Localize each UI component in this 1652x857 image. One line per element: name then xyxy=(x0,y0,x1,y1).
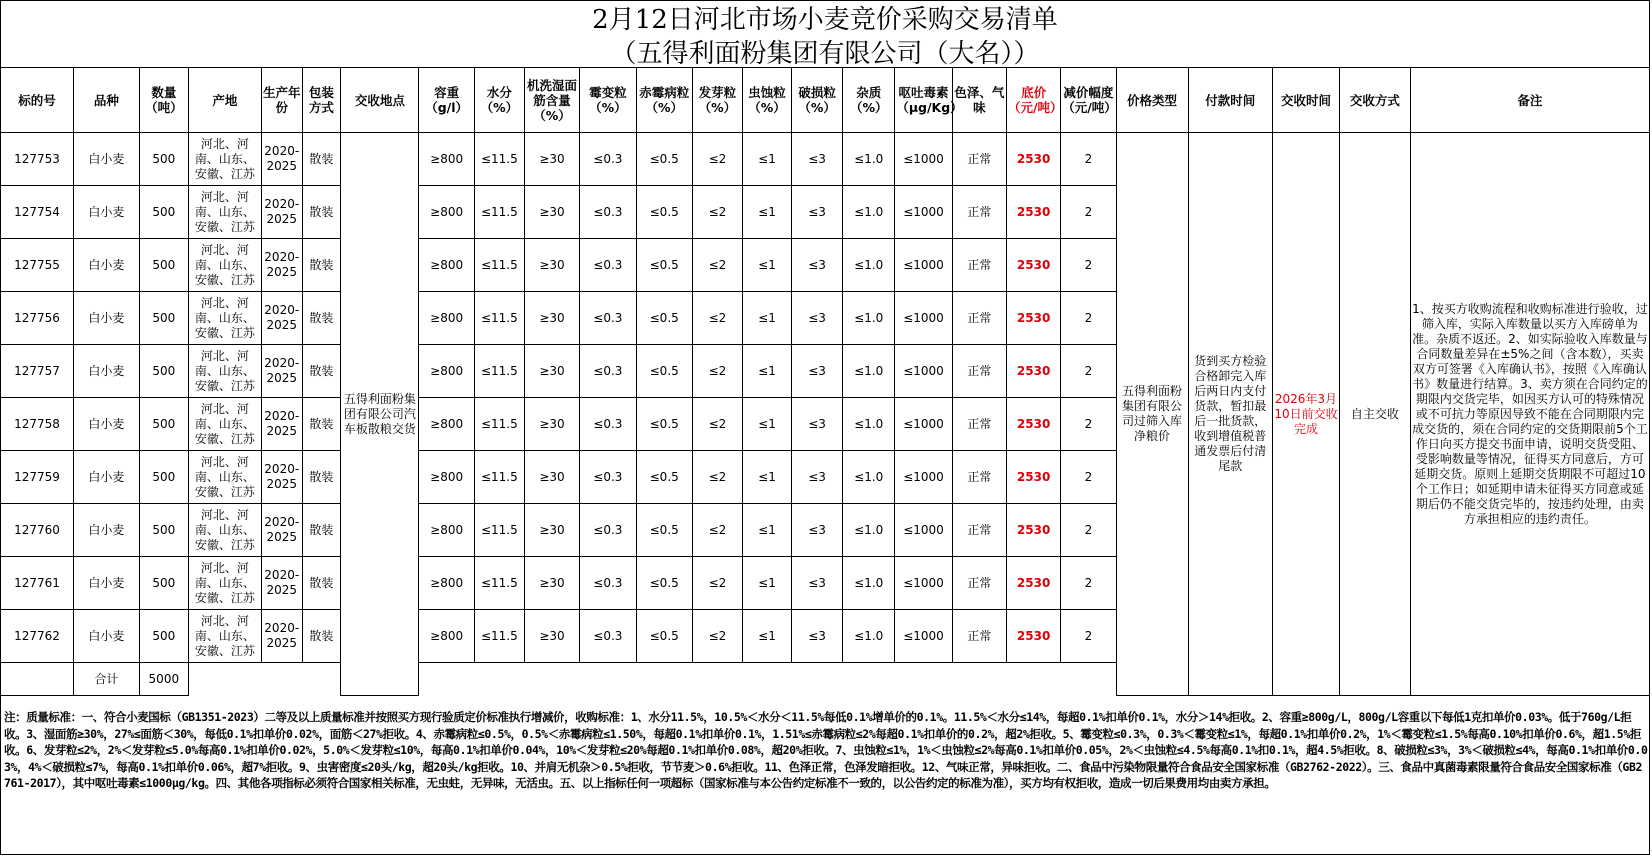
cell-gluten: ≥30 xyxy=(524,239,579,292)
cell-moisture: ≤11.5 xyxy=(474,292,524,345)
cell-step: 2 xyxy=(1061,504,1116,557)
cell-gluten: ≥30 xyxy=(524,610,579,663)
cell-lot: 127758 xyxy=(1,398,74,451)
cell-floor: 2530 xyxy=(1006,345,1060,398)
cell-density: ≥800 xyxy=(419,292,474,345)
cell-mold: ≤0.3 xyxy=(580,133,636,186)
header-step: 减价幅度（元/吨） xyxy=(1061,68,1116,133)
cell-broken: ≤3 xyxy=(792,345,843,398)
cell-origin: 河北、河南、山东、安徽、江苏 xyxy=(188,398,261,451)
cell-step: 2 xyxy=(1061,451,1116,504)
cell-variety: 白小麦 xyxy=(74,610,140,663)
header-year: 生产年份 xyxy=(261,68,302,133)
cell-insect: ≤1 xyxy=(742,557,791,610)
cell-moisture: ≤11.5 xyxy=(474,557,524,610)
header-pay-time: 付款时间 xyxy=(1188,68,1273,133)
cell-year: 2020-2025 xyxy=(261,292,302,345)
cell-qty: 500 xyxy=(139,504,188,557)
cell-gluten: ≥30 xyxy=(524,557,579,610)
cell-density: ≥800 xyxy=(419,398,474,451)
cell-floor: 2530 xyxy=(1006,610,1060,663)
cell-qty: 500 xyxy=(139,239,188,292)
header-variety: 品种 xyxy=(74,68,140,133)
cell-color: 正常 xyxy=(952,451,1006,504)
cell-qty: 500 xyxy=(139,557,188,610)
cell-step: 2 xyxy=(1061,133,1116,186)
page-title: 2月12日河北市场小麦竞价采购交易清单 xyxy=(592,5,1058,35)
cell-moisture: ≤11.5 xyxy=(474,451,524,504)
cell-sprout: ≤2 xyxy=(692,504,742,557)
header-pack: 包装方式 xyxy=(302,68,341,133)
cell-broken: ≤3 xyxy=(792,557,843,610)
cell-sprout: ≤2 xyxy=(692,133,742,186)
cell-gluten: ≥30 xyxy=(524,133,579,186)
cell-step: 2 xyxy=(1061,398,1116,451)
cell-broken: ≤3 xyxy=(792,133,843,186)
cell-density: ≥800 xyxy=(419,451,474,504)
cell-year: 2020-2025 xyxy=(261,345,302,398)
header-color: 色泽、气味 xyxy=(952,68,1006,133)
cell-variety: 白小麦 xyxy=(74,186,140,239)
header-gluten: 机洗湿面筋含量（%） xyxy=(524,68,579,133)
cell-step: 2 xyxy=(1061,239,1116,292)
header-qty: 数量（吨） xyxy=(139,68,188,133)
cell-variety: 白小麦 xyxy=(74,133,140,186)
cell-impurity: ≤1.0 xyxy=(843,345,895,398)
total-label: 合计 xyxy=(74,663,140,696)
cell-insect: ≤1 xyxy=(742,292,791,345)
cell-qty: 500 xyxy=(139,186,188,239)
cell-gluten: ≥30 xyxy=(524,292,579,345)
cell-scab: ≤0.5 xyxy=(636,292,692,345)
cell-color: 正常 xyxy=(952,504,1006,557)
cell-lot: 127756 xyxy=(1,292,74,345)
cell-floor: 2530 xyxy=(1006,239,1060,292)
cell-scab: ≤0.5 xyxy=(636,186,692,239)
table-row xyxy=(1,133,1650,186)
cell-moisture: ≤11.5 xyxy=(474,504,524,557)
cell-insect: ≤1 xyxy=(742,610,791,663)
cell-deliver-mode: 自主交收 xyxy=(1339,133,1410,696)
cell-scab: ≤0.5 xyxy=(636,557,692,610)
cell-qty: 500 xyxy=(139,292,188,345)
cell-don: ≤1000 xyxy=(895,398,952,451)
cell-insect: ≤1 xyxy=(742,398,791,451)
cell-impurity: ≤1.0 xyxy=(843,451,895,504)
cell-mold: ≤0.3 xyxy=(580,504,636,557)
cell-mold: ≤0.3 xyxy=(580,610,636,663)
cell-insect: ≤1 xyxy=(742,451,791,504)
header-sprout: 发芽粒（%） xyxy=(692,68,742,133)
cell-impurity: ≤1.0 xyxy=(843,557,895,610)
cell-gluten: ≥30 xyxy=(524,451,579,504)
cell-year: 2020-2025 xyxy=(261,610,302,663)
cell-scab: ≤0.5 xyxy=(636,398,692,451)
cell-year: 2020-2025 xyxy=(261,398,302,451)
cell-color: 正常 xyxy=(952,557,1006,610)
cell-pack: 散装 xyxy=(302,398,341,451)
cell-scab: ≤0.5 xyxy=(636,345,692,398)
cell-variety: 白小麦 xyxy=(74,451,140,504)
cell-density: ≥800 xyxy=(419,557,474,610)
header-deliver-mode: 交收方式 xyxy=(1339,68,1410,133)
cell-broken: ≤3 xyxy=(792,398,843,451)
cell-mold: ≤0.3 xyxy=(580,557,636,610)
cell-floor: 2530 xyxy=(1006,292,1060,345)
cell-pay-time: 货到买方检验合格卸完入库后两日内支付货款，暂扣最后一批货款，收到增值税普通发票后付清尾款 xyxy=(1188,133,1273,696)
cell-variety: 白小麦 xyxy=(74,292,140,345)
cell-pack: 散装 xyxy=(302,504,341,557)
cell-broken: ≤3 xyxy=(792,504,843,557)
cell-origin: 河北、河南、山东、安徽、江苏 xyxy=(188,133,261,186)
cell-step: 2 xyxy=(1061,292,1116,345)
cell-color: 正常 xyxy=(952,186,1006,239)
cell-qty: 500 xyxy=(139,398,188,451)
cell-lot: 127754 xyxy=(1,186,74,239)
cell-floor: 2530 xyxy=(1006,557,1060,610)
cell-qty: 500 xyxy=(139,451,188,504)
cell-lot: 127755 xyxy=(1,239,74,292)
cell-variety: 白小麦 xyxy=(74,398,140,451)
cell-origin: 河北、河南、山东、安徽、江苏 xyxy=(188,451,261,504)
cell-sprout: ≤2 xyxy=(692,345,742,398)
cell-qty: 500 xyxy=(139,133,188,186)
cell-floor: 2530 xyxy=(1006,186,1060,239)
header-insect: 虫蚀粒（%） xyxy=(742,68,791,133)
cell-step: 2 xyxy=(1061,186,1116,239)
cell-broken: ≤3 xyxy=(792,239,843,292)
cell-variety: 白小麦 xyxy=(74,345,140,398)
cell-year: 2020-2025 xyxy=(261,186,302,239)
cell-don: ≤1000 xyxy=(895,557,952,610)
cell-insect: ≤1 xyxy=(742,239,791,292)
cell-color: 正常 xyxy=(952,292,1006,345)
cell-scab: ≤0.5 xyxy=(636,239,692,292)
cell-don: ≤1000 xyxy=(895,186,952,239)
cell-origin: 河北、河南、山东、安徽、江苏 xyxy=(188,186,261,239)
cell-gluten: ≥30 xyxy=(524,186,579,239)
cell-mold: ≤0.3 xyxy=(580,186,636,239)
cell-don: ≤1000 xyxy=(895,239,952,292)
cell-sprout: ≤2 xyxy=(692,292,742,345)
header-mold: 霉变粒（%） xyxy=(580,68,636,133)
cell-step: 2 xyxy=(1061,557,1116,610)
cell-mold: ≤0.3 xyxy=(580,292,636,345)
cell-year: 2020-2025 xyxy=(261,133,302,186)
cell-qty: 500 xyxy=(139,610,188,663)
header-row xyxy=(1,68,1650,133)
header-scab: 赤霉病粒（%） xyxy=(636,68,692,133)
cell-pack: 散装 xyxy=(302,345,341,398)
cell-origin: 河北、河南、山东、安徽、江苏 xyxy=(188,504,261,557)
cell-year: 2020-2025 xyxy=(261,504,302,557)
cell-impurity: ≤1.0 xyxy=(843,504,895,557)
cell-variety: 白小麦 xyxy=(74,504,140,557)
cell-impurity: ≤1.0 xyxy=(843,292,895,345)
header-don: 呕吐毒素（μg/Kg） xyxy=(895,68,952,133)
header-remark: 备注 xyxy=(1410,68,1649,133)
cell-origin: 河北、河南、山东、安徽、江苏 xyxy=(188,610,261,663)
cell-moisture: ≤11.5 xyxy=(474,610,524,663)
cell-broken: ≤3 xyxy=(792,610,843,663)
cell-moisture: ≤11.5 xyxy=(474,133,524,186)
cell-mold: ≤0.3 xyxy=(580,398,636,451)
cell-density: ≥800 xyxy=(419,504,474,557)
total-qty: 5000 xyxy=(139,663,188,696)
header-lot: 标的号 xyxy=(1,68,74,133)
cell-lot: 127757 xyxy=(1,345,74,398)
cell-origin: 河北、河南、山东、安徽、江苏 xyxy=(188,557,261,610)
cell-color: 正常 xyxy=(952,239,1006,292)
cell-lot: 127762 xyxy=(1,610,74,663)
cell-moisture: ≤11.5 xyxy=(474,398,524,451)
cell-step: 2 xyxy=(1061,345,1116,398)
cell-pack: 散装 xyxy=(302,133,341,186)
cell-mold: ≤0.3 xyxy=(580,451,636,504)
cell-origin: 河北、河南、山东、安徽、江苏 xyxy=(188,239,261,292)
page-subtitle: （五得利面粉集团有限公司（大名）） xyxy=(610,39,1040,69)
cell-year: 2020-2025 xyxy=(261,557,302,610)
cell-impurity: ≤1.0 xyxy=(843,133,895,186)
cell-scab: ≤0.5 xyxy=(636,610,692,663)
cell-location: 五得利面粉集团有限公司汽车板散粮交货 xyxy=(341,133,419,696)
cell-insect: ≤1 xyxy=(742,186,791,239)
cell-mold: ≤0.3 xyxy=(580,345,636,398)
cell-scab: ≤0.5 xyxy=(636,133,692,186)
cell-pack: 散装 xyxy=(302,610,341,663)
cell-gluten: ≥30 xyxy=(524,345,579,398)
cell-broken: ≤3 xyxy=(792,186,843,239)
cell-year: 2020-2025 xyxy=(261,451,302,504)
cell-insect: ≤1 xyxy=(742,345,791,398)
cell-pack: 散装 xyxy=(302,292,341,345)
cell-density: ≥800 xyxy=(419,239,474,292)
cell-origin: 河北、河南、山东、安徽、江苏 xyxy=(188,345,261,398)
cell-lot: 127761 xyxy=(1,557,74,610)
cell-impurity: ≤1.0 xyxy=(843,398,895,451)
header-floor-price: 底价（元/吨） xyxy=(1006,68,1060,133)
header-broken: 破损粒（%） xyxy=(792,68,843,133)
cell-don: ≤1000 xyxy=(895,610,952,663)
cell-color: 正常 xyxy=(952,345,1006,398)
cell-qty: 500 xyxy=(139,345,188,398)
cell-sprout: ≤2 xyxy=(692,186,742,239)
cell-impurity: ≤1.0 xyxy=(843,186,895,239)
cell-deliver-time: 2026年3月10日前交收完成 xyxy=(1273,133,1340,696)
header-moisture: 水分（%） xyxy=(474,68,524,133)
cell-don: ≤1000 xyxy=(895,504,952,557)
cell-scab: ≤0.5 xyxy=(636,451,692,504)
cell-density: ≥800 xyxy=(419,186,474,239)
cell-lot: 127760 xyxy=(1,504,74,557)
cell-sprout: ≤2 xyxy=(692,557,742,610)
cell-sprout: ≤2 xyxy=(692,398,742,451)
cell-floor: 2530 xyxy=(1006,504,1060,557)
cell-remark: 1、按买方收购流程和收购标准进行验收，过筛入库，实际入库数量以买方入库磅单为准。杂质不返还。2、如实际验收入库数量与合同数量差异在±5%之间（含本数），买卖双方可签署《入库确认书》，按照《入库确认书》数量进行结算。3、卖方须在合同约定的期限内交货完毕，如因买方认可的特殊情况或不可抗力等原因导致不能在合同期限内完成交货的，须在合同约定的交货期限前5个工作日向买方提交书面申请，说明交货受阻、受影响数量等情况，征得买方同意后，方可延期交货。原则上延期交货期限不可超过10个工作日；如延期申请未征得买方同意或延期后仍不能交货完毕的，按违约处理，由卖方承担相应的违约责任。 xyxy=(1410,133,1649,696)
header-location: 交收地点 xyxy=(341,68,419,133)
cell-floor: 2530 xyxy=(1006,133,1060,186)
cell-broken: ≤3 xyxy=(792,451,843,504)
cell-floor: 2530 xyxy=(1006,398,1060,451)
cell-density: ≥800 xyxy=(419,133,474,186)
cell-don: ≤1000 xyxy=(895,451,952,504)
cell-insect: ≤1 xyxy=(742,504,791,557)
cell-origin: 河北、河南、山东、安徽、江苏 xyxy=(188,292,261,345)
cell-impurity: ≤1.0 xyxy=(843,610,895,663)
cell-lot: 127759 xyxy=(1,451,74,504)
cell-variety: 白小麦 xyxy=(74,557,140,610)
cell-broken: ≤3 xyxy=(792,292,843,345)
cell-lot: 127753 xyxy=(1,133,74,186)
cell-don: ≤1000 xyxy=(895,133,952,186)
trade-table xyxy=(0,67,1650,696)
quality-standard-note: 注：质量标准：一、符合小麦国标（GB1351-2023）二等及以上质量标准并按照买方现行验质定价标准执行增减价，收购标准：1、水分11.5%，10.5%＜水分＜11.5%每低0.1%增单价的0.1%。11.5%＜水分≤14%，每超0.1%扣单价0.1%，水分＞14%拒收。2、容重≥800g/L，800g/L容重以下每低1克扣单价0.03%。低于760g/L拒收。3、湿面筋≥30%，27%≤面筋＜30%，每低0.1%扣单价0.02%，面筋＜27%拒收。4、赤霉病粒≤0.5%，0.5%＜赤霉病粒≤1.50%，每超0.1%扣单价0.1%，1.51%≤赤霉病粒≤2%每超0.1%扣单价的0.2%，超2%拒收。5、霉变粒≤0.3%，0.3%＜霉变粒≤1%，每超0.1%扣单价0.2%，1%＜霉变粒≤1.5%每高0.10%扣单价0.6%，超1.5%拒收。6、发芽粒≤2%，2%＜发芽粒≤5.0%每高0.1%扣单价0.02%，5.0%＜发芽粒≤10%，每高0.1%扣单价0.04%，10%＜发芽粒≤20%每超0.1%扣单价0.08%，超20%拒收。7、虫蚀粒≤1%，1%＜虫蚀粒≤2%每高0.1%扣单价0.05%，2%＜虫蚀粒≤4.5%每高0.1%扣0.1%，超4.5%拒收。8、破损粒≤3%，3%＜破损粒≤4%，每高0.1%扣单价0.03%，4%＜破损粒≤7%，每高0.1%扣单价0.06%，超7%拒收。9、虫害密度≤20头/kg，超20头/kg拒收。10、并肩无机杂＞0.5%拒收，节节麦＞0.6%拒收。11、色泽正常，色泽发暗拒收。12、气味正常，异味拒收。二、食品中污染物限量符合食品安全国家标准（GB2762-2022）。三、食品中真菌毒素限量符合食品安全国家标准（GB2761-2017），其中呕吐毒素≤1000μg/kg。四、其他各项指标必须符合国家相关标准，无虫蛀，无异味，无活虫。五、以上指标任何一项超标（国家标准与本公告约定标准不一致的，以公告约定的标准为准），买方均有权拒收，造成一切后果费用均由卖方承担。 xyxy=(4,710,1648,790)
header-deliver-time: 交收时间 xyxy=(1273,68,1340,133)
cell-don: ≤1000 xyxy=(895,345,952,398)
header-price-type: 价格类型 xyxy=(1116,68,1188,133)
cell-moisture: ≤11.5 xyxy=(474,239,524,292)
cell-sprout: ≤2 xyxy=(692,239,742,292)
cell-year: 2020-2025 xyxy=(261,239,302,292)
cell-floor: 2530 xyxy=(1006,451,1060,504)
cell-impurity: ≤1.0 xyxy=(843,239,895,292)
cell-sprout: ≤2 xyxy=(692,451,742,504)
cell-variety: 白小麦 xyxy=(74,239,140,292)
cell-sprout: ≤2 xyxy=(692,610,742,663)
cell-density: ≥800 xyxy=(419,610,474,663)
cell-color: 正常 xyxy=(952,133,1006,186)
cell-moisture: ≤11.5 xyxy=(474,345,524,398)
cell-moisture: ≤11.5 xyxy=(474,186,524,239)
cell-density: ≥800 xyxy=(419,345,474,398)
cell-pack: 散装 xyxy=(302,239,341,292)
cell-don: ≤1000 xyxy=(895,292,952,345)
cell-pack: 散装 xyxy=(302,186,341,239)
total-empty xyxy=(188,663,340,696)
cell-color: 正常 xyxy=(952,398,1006,451)
cell-price-type: 五得利面粉集团有限公司过筛入库净粮价 xyxy=(1116,133,1188,696)
cell-gluten: ≥30 xyxy=(524,398,579,451)
cell-scab: ≤0.5 xyxy=(636,504,692,557)
cell-pack: 散装 xyxy=(302,557,341,610)
cell-step: 2 xyxy=(1061,610,1116,663)
total-blank xyxy=(1,663,74,696)
cell-color: 正常 xyxy=(952,610,1006,663)
cell-mold: ≤0.3 xyxy=(580,239,636,292)
header-impurity: 杂质（%） xyxy=(843,68,895,133)
header-density: 容重（g/l） xyxy=(419,68,474,133)
cell-gluten: ≥30 xyxy=(524,504,579,557)
cell-pack: 散装 xyxy=(302,451,341,504)
header-origin: 产地 xyxy=(188,68,261,133)
cell-insect: ≤1 xyxy=(742,133,791,186)
